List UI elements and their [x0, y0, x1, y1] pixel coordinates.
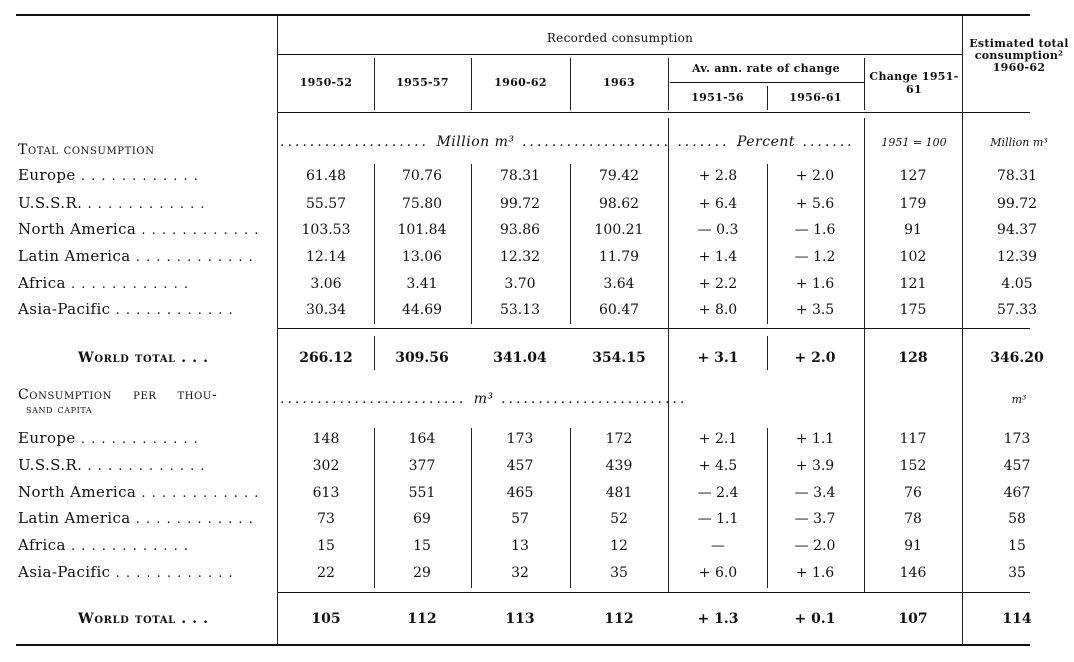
- table-cell: 70.76: [401, 168, 443, 184]
- total-cell: 309.56: [395, 350, 449, 366]
- table-cell: 377: [408, 458, 436, 474]
- region-name: U.S.S.R.: [18, 458, 83, 473]
- world-total-label: World total . . .: [78, 611, 209, 627]
- row-label: [18, 431, 263, 446]
- table-cell: 53.13: [499, 302, 541, 318]
- region-name: Latin America: [18, 249, 131, 264]
- row-label: [18, 196, 263, 211]
- top-rule: [16, 14, 1030, 16]
- table-cell: —: [711, 538, 725, 554]
- row-label: [18, 302, 263, 317]
- table-cell: 13.06: [401, 249, 443, 265]
- table-cell: 15: [413, 538, 431, 554]
- table-cell: + 1.6: [795, 565, 835, 581]
- table-cell: 35: [1008, 565, 1026, 581]
- table-cell: 127: [899, 168, 927, 184]
- table-cell: 94.37: [996, 222, 1038, 238]
- unit-recorded-1-text: Million m³: [436, 134, 515, 150]
- table-cell: 12.32: [499, 249, 541, 265]
- table-cell: 173: [1003, 431, 1031, 447]
- dot-leader: . . . . . . . . . . . .: [75, 432, 199, 446]
- table-cell: 100.21: [594, 222, 644, 238]
- dot-leader: . . . . . . . . . . . .: [110, 566, 234, 580]
- total-cell: 128: [898, 350, 928, 366]
- section-title-per-capita-2: sand capita: [26, 402, 93, 416]
- dot-leader: . . . . . . . . . . . .: [130, 512, 254, 526]
- total-cell: 341.04: [493, 350, 547, 366]
- table-cell: 91: [904, 538, 922, 554]
- row-label: [18, 249, 263, 264]
- table-cell: 29: [413, 565, 431, 581]
- dot-leader: . . . . . . . . . . . .: [82, 459, 206, 473]
- table-cell: 175: [899, 302, 927, 318]
- table-cell: 15: [1008, 538, 1026, 554]
- table-cell: 465: [506, 485, 534, 501]
- dot-leader: . . . . . . . . . . . .: [130, 250, 254, 264]
- col-divider-b4: [668, 118, 669, 592]
- table-cell: 30.34: [305, 302, 347, 318]
- table-cell: 78: [904, 511, 922, 527]
- row-label: [18, 222, 263, 237]
- total-cell: 113: [505, 611, 535, 627]
- table-cell: 179: [899, 196, 927, 212]
- table-cell: 3.70: [504, 276, 536, 292]
- change-heading: [866, 70, 962, 96]
- table-cell: 44.69: [401, 302, 443, 318]
- table-cell: 12.39: [996, 249, 1038, 265]
- year-col-4: 1963: [603, 76, 635, 89]
- table-cell: + 5.6: [795, 196, 835, 212]
- total-cell: + 0.1: [794, 611, 836, 627]
- table-cell: 551: [408, 485, 436, 501]
- table-cell: 146: [899, 565, 927, 581]
- unit-estimated-1: Million m³: [990, 136, 1048, 149]
- table-cell: 22: [317, 565, 335, 581]
- table-cell: 117: [899, 431, 927, 447]
- col-divider-t2: [767, 336, 768, 370]
- col-divider-b3: [570, 164, 571, 324]
- dot-leader: . . . . . . . . . . . .: [75, 169, 199, 183]
- table-cell: + 3.9: [795, 458, 835, 474]
- table-cell: 99.72: [499, 196, 541, 212]
- year-col-1: 1950-52: [299, 76, 353, 89]
- col-divider-c5: [767, 428, 768, 588]
- table-cell: + 2.2: [698, 276, 738, 292]
- section-title-per-capita-1: Consumption per thou-: [18, 387, 218, 403]
- bottom-rule: [16, 644, 1030, 646]
- col-divider-b5: [767, 164, 768, 324]
- table-cell: 98.62: [598, 196, 640, 212]
- av-rate-underline: [670, 82, 864, 83]
- row-label: [18, 511, 263, 526]
- table-cell: 93.86: [499, 222, 541, 238]
- table-cell: + 2.8: [698, 168, 738, 184]
- table-cell: 15: [317, 538, 335, 554]
- table-cell: + 1.6: [795, 276, 835, 292]
- unit-recorded-1: [280, 134, 671, 150]
- table-cell: 302: [312, 458, 340, 474]
- recorded-underline: [278, 54, 962, 55]
- table-cell: 11.79: [598, 249, 640, 265]
- header-bottom-rule: [278, 112, 1030, 113]
- table-cell: 78.31: [996, 168, 1038, 184]
- table-cell: 173: [506, 431, 534, 447]
- col-divider-b1: [374, 164, 375, 324]
- table-cell: 101.84: [397, 222, 447, 238]
- table-cell: 78.31: [499, 168, 541, 184]
- dot-leader: . . . . . . . . . . . .: [82, 197, 206, 211]
- table-cell: 76: [904, 485, 922, 501]
- table-cell: + 1.4: [698, 249, 738, 265]
- table-cell: — 1.1: [697, 511, 739, 527]
- col-divider-c1: [374, 428, 375, 588]
- region-name: North America: [18, 485, 137, 500]
- year-col-3: 1960-62: [494, 76, 547, 89]
- table-cell: 99.72: [996, 196, 1038, 212]
- unit-rate-text: Percent: [736, 134, 796, 150]
- unit-estimated-2: m³: [1011, 393, 1027, 406]
- table-cell: + 2.1: [698, 431, 738, 447]
- period-col-2: 1956-61: [789, 91, 842, 104]
- table-cell: — 3.4: [794, 485, 836, 501]
- table-cell: 60.47: [598, 302, 640, 318]
- table-cell: 57: [511, 511, 529, 527]
- col-divider-h5: [864, 58, 865, 110]
- region-name: Asia-Pacific: [18, 565, 111, 580]
- table-cell: — 1.6: [794, 222, 836, 238]
- region-name: U.S.S.R.: [18, 196, 83, 211]
- table-cell: 121: [899, 276, 927, 292]
- unit-dots-left-3: .........................: [280, 391, 467, 407]
- estimated-consumption-heading: [964, 38, 1074, 74]
- col-divider-b2: [471, 164, 472, 324]
- table-cell: — 0.3: [697, 222, 739, 238]
- row-label: [18, 276, 263, 291]
- col-divider-label: [277, 16, 278, 644]
- table-cell: 481: [605, 485, 633, 501]
- row-label: [18, 485, 263, 500]
- table-cell: 457: [1003, 458, 1031, 474]
- table-cell: + 3.5: [795, 302, 835, 318]
- col-divider-c3: [570, 428, 571, 588]
- region-name: Europe: [18, 168, 76, 183]
- unit-dots-right-3: .........................: [501, 391, 688, 407]
- total-cell: 266.12: [299, 350, 353, 366]
- table-cell: + 8.0: [698, 302, 738, 318]
- unit-recorded-2-text: m³: [473, 391, 494, 407]
- table-cell: + 4.5: [698, 458, 738, 474]
- table-cell: 3.41: [406, 276, 438, 292]
- table-cell: 172: [605, 431, 633, 447]
- row-label: [18, 538, 263, 553]
- table-cell: 439: [605, 458, 633, 474]
- table-cell: 69: [413, 511, 431, 527]
- unit-dots-right-2: .......: [802, 134, 855, 150]
- region-name: Africa: [18, 276, 66, 291]
- change-heading-text: Change 1951-61: [869, 70, 959, 96]
- unit-dots-left: ....................: [280, 134, 430, 150]
- table-cell: 35: [610, 565, 628, 581]
- table-cell: — 2.0: [794, 538, 836, 554]
- col-divider-c2: [471, 428, 472, 588]
- table-cell: 32: [511, 565, 529, 581]
- total-cell: 346.20: [990, 350, 1044, 366]
- total-cell: + 3.1: [697, 350, 739, 366]
- table-cell: — 3.7: [794, 511, 836, 527]
- total-cell: 112: [407, 611, 437, 627]
- col-divider-b6: [864, 118, 865, 592]
- row-label: [18, 565, 263, 580]
- table-cell: 457: [506, 458, 534, 474]
- table-cell: 3.06: [310, 276, 342, 292]
- table-cell: 79.42: [598, 168, 640, 184]
- estimated-heading-text: Estimated total consumption² 1960-62: [969, 37, 1069, 74]
- table-cell: 467: [1003, 485, 1031, 501]
- dot-leader: . . . . . . . . . . . .: [65, 277, 190, 291]
- table-cell: + 2.0: [795, 168, 835, 184]
- dot-leader: . . . . . . . . . . . .: [65, 539, 190, 553]
- table-cell: 91: [904, 222, 922, 238]
- total-cell: 112: [604, 611, 634, 627]
- unit-dots-left-2: .......: [677, 134, 730, 150]
- table-cell: 4.05: [1001, 276, 1033, 292]
- unit-dots-right: ....................: [521, 134, 671, 150]
- table-cell: + 1.1: [795, 431, 835, 447]
- region-name: Latin America: [18, 511, 131, 526]
- table-cell: — 2.4: [697, 485, 739, 501]
- table-cell: 57.33: [996, 302, 1038, 318]
- table-cell: 13: [511, 538, 529, 554]
- unit-change: 1951 = 100: [881, 136, 947, 149]
- table-cell: + 6.4: [698, 196, 738, 212]
- total-cell: 105: [311, 611, 341, 627]
- total-cell: + 1.3: [697, 611, 739, 627]
- table-cell: 12: [610, 538, 628, 554]
- dot-leader: . . . . . . . . . . . .: [110, 303, 234, 317]
- region-name: North America: [18, 222, 137, 237]
- col-divider-est: [962, 16, 963, 644]
- table-cell: 102: [899, 249, 927, 265]
- total-cell: 114: [1002, 611, 1032, 627]
- table-cell: 164: [408, 431, 436, 447]
- table-cell: 3.64: [603, 276, 635, 292]
- table-cell: + 6.0: [698, 565, 738, 581]
- table-cell: 61.48: [305, 168, 347, 184]
- av-rate-heading: Av. ann. rate of change: [692, 62, 840, 75]
- table-cell: — 1.2: [794, 249, 836, 265]
- table-cell: 73: [317, 511, 335, 527]
- region-name: Africa: [18, 538, 66, 553]
- total2-rule: [278, 592, 1030, 593]
- period-col-1: 1951-56: [691, 91, 744, 104]
- unit-recorded-2: [280, 391, 688, 407]
- region-name: Europe: [18, 431, 76, 446]
- table-cell: 103.53: [301, 222, 351, 238]
- year-col-2: 1955-57: [396, 76, 449, 89]
- row-label: [18, 458, 263, 473]
- table-cell: 152: [899, 458, 927, 474]
- dot-leader: . . . . . . . . . . . .: [136, 486, 260, 500]
- table-cell: 52: [610, 511, 628, 527]
- table-cell: 75.80: [401, 196, 443, 212]
- total-cell: + 2.0: [794, 350, 836, 366]
- col-divider-t1: [374, 336, 375, 370]
- total1-rule: [278, 328, 1030, 329]
- total-cell: 354.15: [592, 350, 646, 366]
- table-cell: 55.57: [305, 196, 347, 212]
- section-title-total: Total consumption: [18, 142, 155, 158]
- table-cell: 148: [312, 431, 340, 447]
- dot-leader: . . . . . . . . . . . .: [136, 223, 260, 237]
- unit-rate: [670, 135, 862, 149]
- row-label: [18, 168, 263, 183]
- table-cell: 12.14: [305, 249, 347, 265]
- world-total-label: World total . . .: [78, 350, 209, 366]
- recorded-consumption-heading: Recorded consumption: [546, 31, 694, 45]
- region-name: Asia-Pacific: [18, 302, 111, 317]
- table-cell: 58: [1008, 511, 1026, 527]
- table-cell: 613: [312, 485, 340, 501]
- total-cell: 107: [898, 611, 928, 627]
